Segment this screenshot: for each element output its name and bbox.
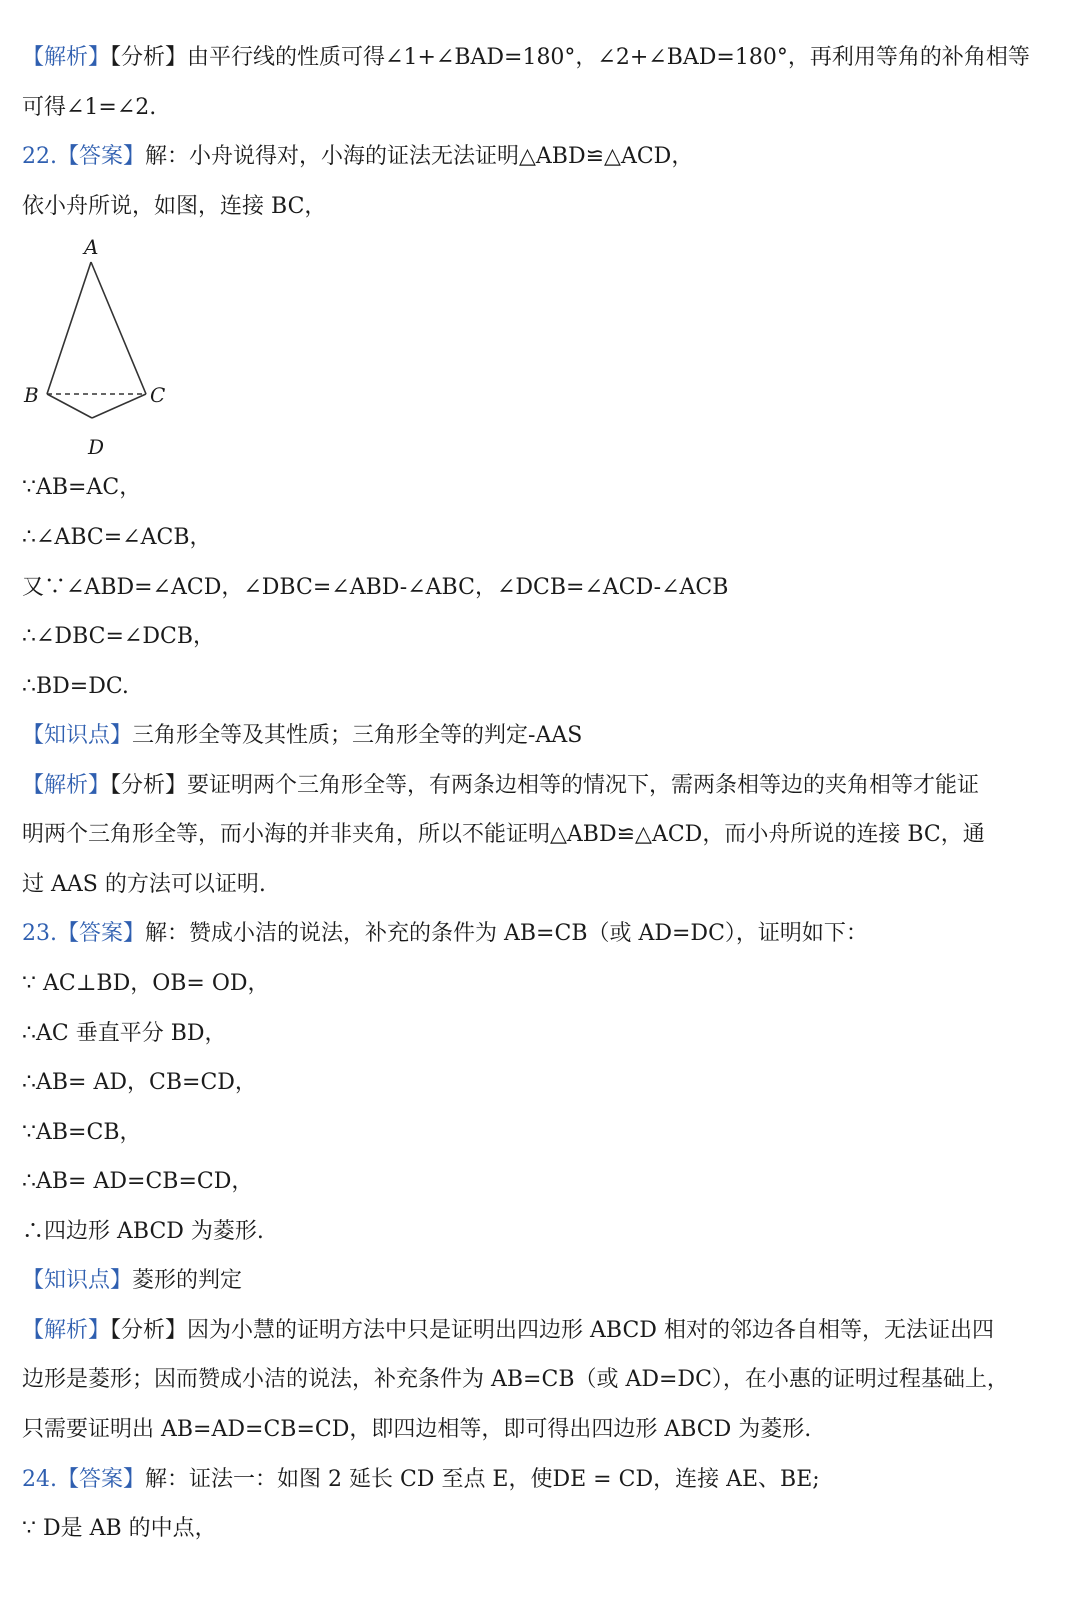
text-line <box>22 141 693 173</box>
text-line <box>22 522 211 554</box>
line-text: 解：证法一：如图 2 延长 CD 至点 E，使DE = CD，连接 AE、BE; <box>145 1467 820 1492</box>
text-line <box>22 1018 227 1050</box>
text-line <box>22 819 985 851</box>
line-text: ∴四边形 ABCD 为菱形. <box>22 1219 264 1244</box>
text-line <box>22 869 266 901</box>
text-line <box>22 1464 820 1496</box>
text-line <box>22 621 215 653</box>
text-line <box>22 1067 257 1099</box>
segment-ac <box>91 262 146 394</box>
text-line <box>22 918 868 950</box>
section-tag: 【知识点】 <box>22 723 133 748</box>
text-line <box>22 92 156 124</box>
line-text: 依小舟所说，如图，连接 BC， <box>22 194 327 219</box>
line-text: ∴BD=DC. <box>22 674 129 699</box>
line-text: 三角形全等及其性质；三角形全等的判定-AAS <box>132 723 583 748</box>
text-line <box>22 1166 253 1198</box>
line-text: 过 AAS 的方法可以证明. <box>22 872 266 897</box>
text-line <box>22 42 1030 74</box>
label-b: B <box>24 383 39 407</box>
text-line <box>22 671 129 703</box>
label-a: A <box>84 236 99 259</box>
line-text: 边形是菱形；因而赞成小洁的说法，补充条件为 AB=CB（或 AD=DC），在小惠的证明过程基础上， <box>22 1367 1009 1392</box>
text-line <box>22 1315 994 1347</box>
section-tag: 22.【答案】 <box>22 144 145 169</box>
section-tag: 【解析】 <box>22 773 111 798</box>
segment-ab <box>47 262 91 394</box>
label-c: C <box>150 383 166 407</box>
text-line <box>22 1117 142 1149</box>
section-tag: 24.【答案】 <box>22 1467 145 1492</box>
line-text: 又∵∠ABD=∠ACD，∠DBC=∠ABD-∠ABC，∠DCB=∠ACD-∠ACB <box>22 575 729 600</box>
line-text: ∵ AC⊥BD，OB= OD， <box>22 971 270 996</box>
line-text: 菱形的判定 <box>132 1268 243 1293</box>
section-tag: 【解析】 <box>22 45 111 70</box>
kite-diagram <box>20 236 180 466</box>
segment-cd <box>92 394 146 418</box>
line-text: 【分析】要证明两个三角形全等，有两条边相等的情况下，需两条相等边的夹角相等才能证 <box>110 773 980 798</box>
line-text: ∴∠DBC=∠DCB， <box>22 624 215 649</box>
line-text: 明两个三角形全等，而小海的并非夹角，所以不能证明△ABD≌△ACD，而小舟所说的连接 BC，通 <box>22 822 985 847</box>
line-text: ∵AB=AC， <box>22 475 142 500</box>
line-text: 【分析】由平行线的性质可得∠1+∠BAD=180°，∠2+∠BAD=180°，再利用等角的补角相等 <box>110 45 1030 70</box>
text-line <box>22 1216 264 1248</box>
section-tag: 【知识点】 <box>22 1268 133 1293</box>
line-text: 解：赞成小洁的说法，补充的条件为 AB=CB（或 AD=DC），证明如下： <box>145 921 868 946</box>
label-d: D <box>88 435 105 459</box>
text-line <box>22 1513 217 1545</box>
text-line <box>22 572 728 604</box>
line-text: 可得∠1=∠2. <box>22 95 157 120</box>
line-text: ∴∠ABC=∠ACB， <box>22 525 212 550</box>
text-line <box>22 472 141 504</box>
line-text: 【分析】因为小慧的证明方法中只是证明出四边形 ABCD 相对的邻边各自相等，无法证出四 <box>110 1318 994 1343</box>
line-text: ∴AB= AD，CB=CD， <box>22 1070 257 1095</box>
segment-bd <box>47 394 92 418</box>
text-line <box>22 968 270 1000</box>
text-line <box>22 191 326 223</box>
text-line <box>22 720 582 752</box>
line-text: ∵AB=CB， <box>22 1120 142 1145</box>
text-line <box>22 1414 811 1446</box>
section-tag: 23.【答案】 <box>22 921 145 946</box>
text-line <box>22 1364 1009 1396</box>
line-text: ∴AB= AD=CB=CD， <box>22 1169 254 1194</box>
line-text: ∵ D是 AB 的中点， <box>22 1516 217 1541</box>
line-text: 只需要证明出 AB=AD=CB=CD，即四边相等，即可得出四边形 ABCD 为菱形. <box>22 1417 812 1442</box>
text-line <box>22 770 979 802</box>
line-text: 解：小舟说得对，小海的证法无法证明△ABD≌△ACD， <box>145 144 694 169</box>
line-text: ∴AC 垂直平分 BD， <box>22 1021 227 1046</box>
section-tag: 【解析】 <box>22 1318 111 1343</box>
text-line <box>22 1265 242 1297</box>
